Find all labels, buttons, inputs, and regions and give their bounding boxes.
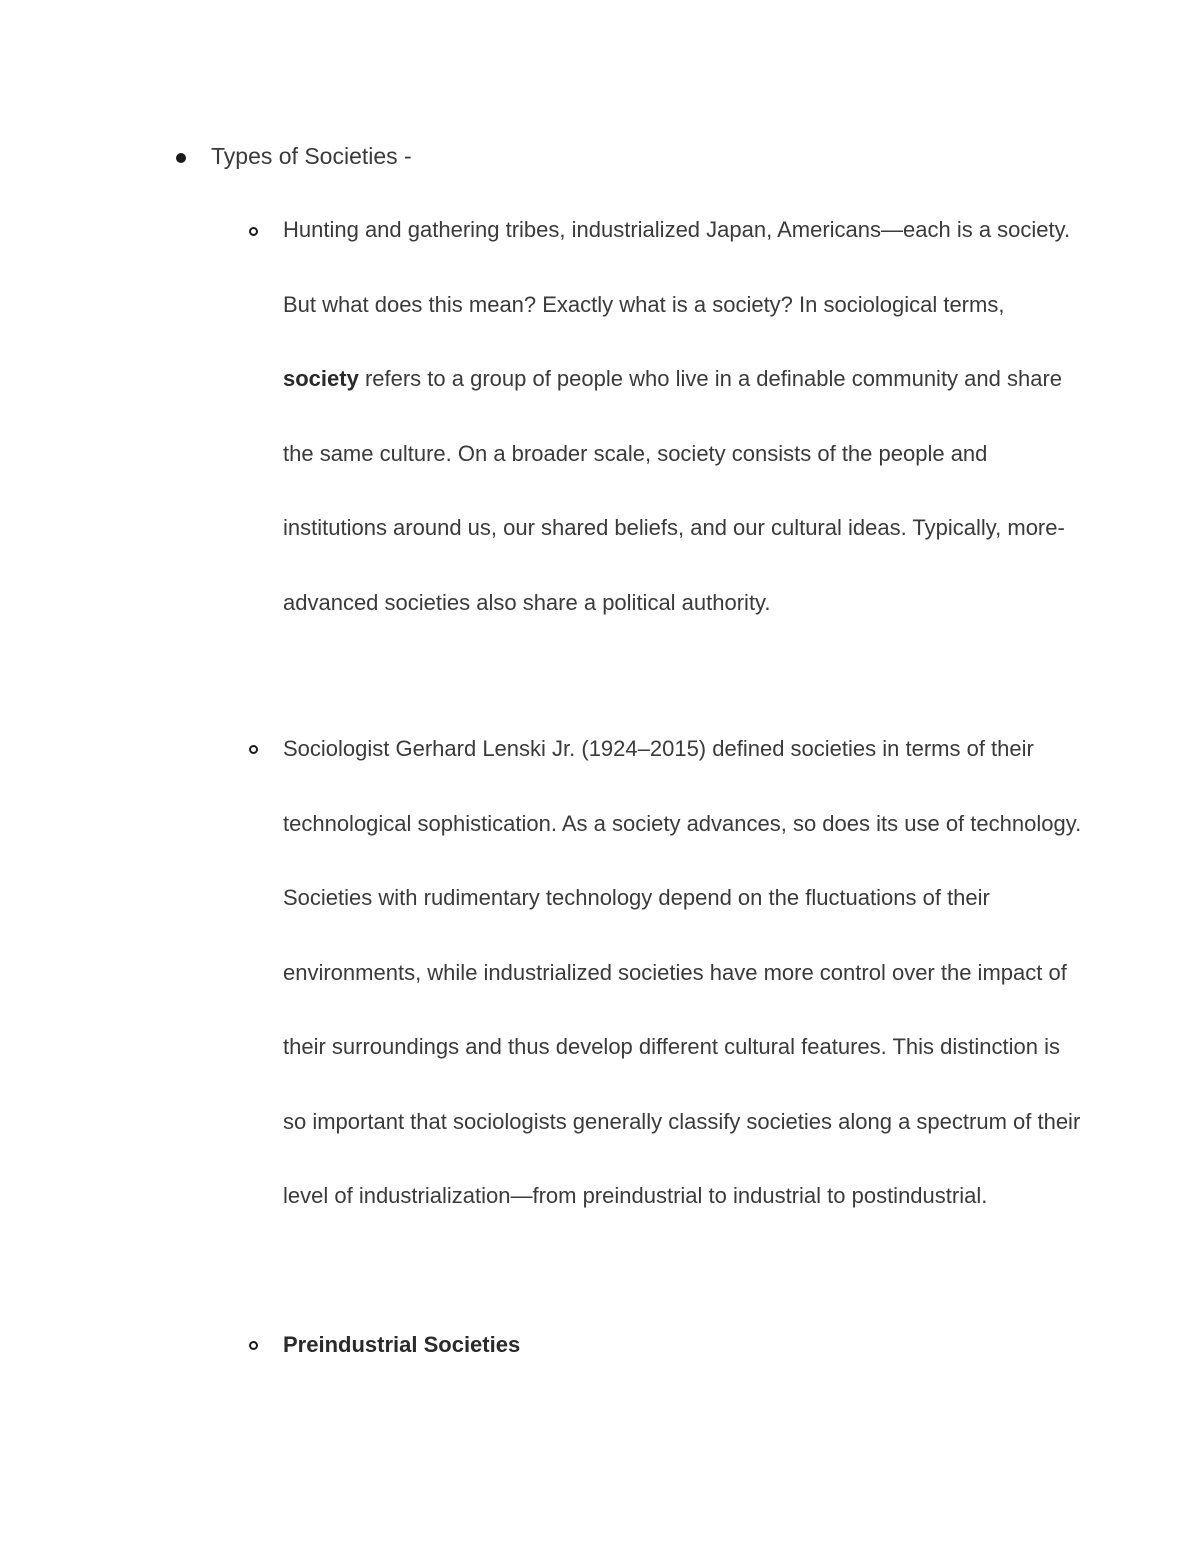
bold-term: society (283, 366, 359, 391)
section-heading: Types of Societies - (211, 143, 412, 169)
paragraph-society-definition (283, 193, 1083, 640)
paragraph-lenski: Sociologist Gerhard Lenski Jr. (1924–2015) defined societies in terms of their technological sophistication. As a society advances, so does its use of technology. Societies with rudimentary technology depend on the fluctuations of their environments, while industrialized societies have more control over the impact of their surroundings and thus develop different cultural features. This distinction is so important that sociologists generally classify societies along a spectrum of their level of industrialization—from preindustrial to industrial to postindustrial. (283, 736, 1082, 1208)
hollow-bullet-icon (249, 1341, 258, 1350)
paragraph-text: Hunting and gathering tribes, industrialized Japan, Americans—each is a society. But what does this mean? Exactly what is a society? In sociological terms, (283, 217, 1071, 317)
hollow-bullet-icon (249, 745, 258, 754)
paragraph-text: refers to a group of people who live in a definable community and share the same culture. On a broader scale, society consists of the people and institutions around us, our shared beliefs, and our cultural ideas. Typically, more-advanced societies also share a political authority. (283, 366, 1065, 615)
subsection-heading: Preindustrial Societies (283, 1332, 521, 1357)
filled-bullet-icon (176, 153, 186, 163)
hollow-bullet-icon (249, 227, 258, 236)
